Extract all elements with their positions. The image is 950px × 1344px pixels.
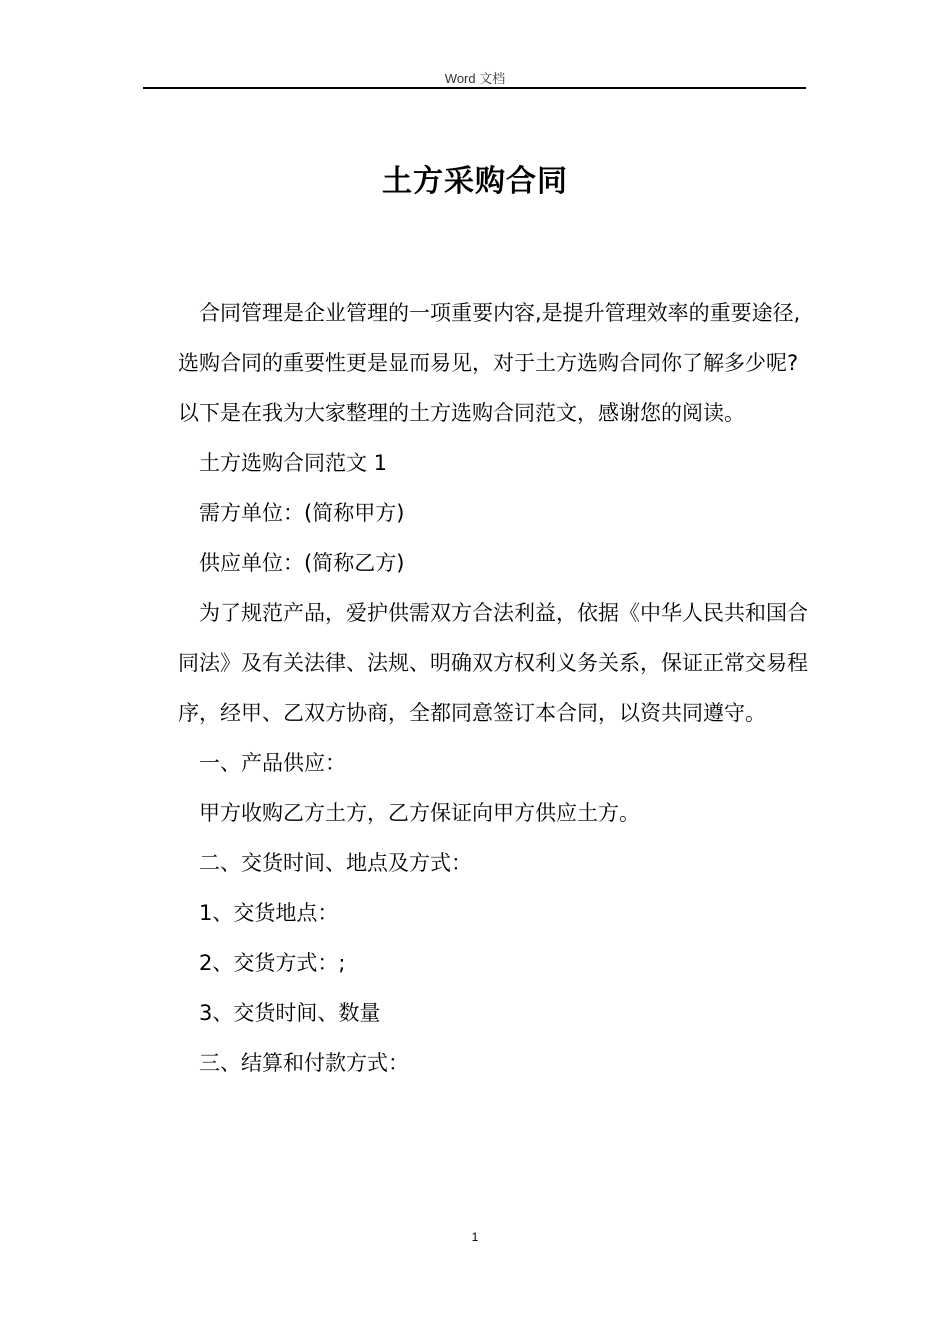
paragraph-purpose: 为了规范产品，爱护供需双方合法利益，依据《中华人民共和国合同法》及有关法律、法规、明确双方权利义务关系，保证正常交易程序，经甲、乙双方协商，全都同意签订本合同，以资共同遵守。 <box>178 601 808 725</box>
paragraph-intro: 合同管理是企业管理的一项重要内容,是提升管理效率的重要途径,选购合同的重要性更是显而易见，对于土方选购合同你了解多少呢?以下是在我为大家整理的土方选购合同范文，感谢您的阅读。 <box>178 301 801 425</box>
paragraph-delivery-location: 1、交货地点： <box>199 901 339 925</box>
paragraph-section-2: 二、交货时间、地点及方式： <box>199 851 472 875</box>
paragraph-delivery-method: 2、交货方式：; <box>199 951 346 975</box>
paragraph-section-3: 三、结算和付款方式： <box>199 1051 409 1075</box>
header-divider <box>143 87 806 89</box>
page-header-label: Word 文档 <box>444 71 506 86</box>
paragraph-delivery-time: 3、交货时间、数量 <box>199 1001 381 1025</box>
page-number: 1 <box>471 1230 479 1244</box>
document-title: 土方采购合同 <box>382 164 568 199</box>
paragraph-supplier: 供应单位：(简称乙方) <box>199 551 405 575</box>
paragraph-supply-terms: 甲方收购乙方土方，乙方保证向甲方供应土方。 <box>199 801 640 825</box>
paragraph-sample-heading: 土方选购合同范文 1 <box>199 451 388 475</box>
paragraph-buyer: 需方单位：(简称甲方) <box>199 501 405 525</box>
paragraph-section-1: 一、产品供应： <box>199 751 346 775</box>
document-body <box>178 288 808 1088</box>
